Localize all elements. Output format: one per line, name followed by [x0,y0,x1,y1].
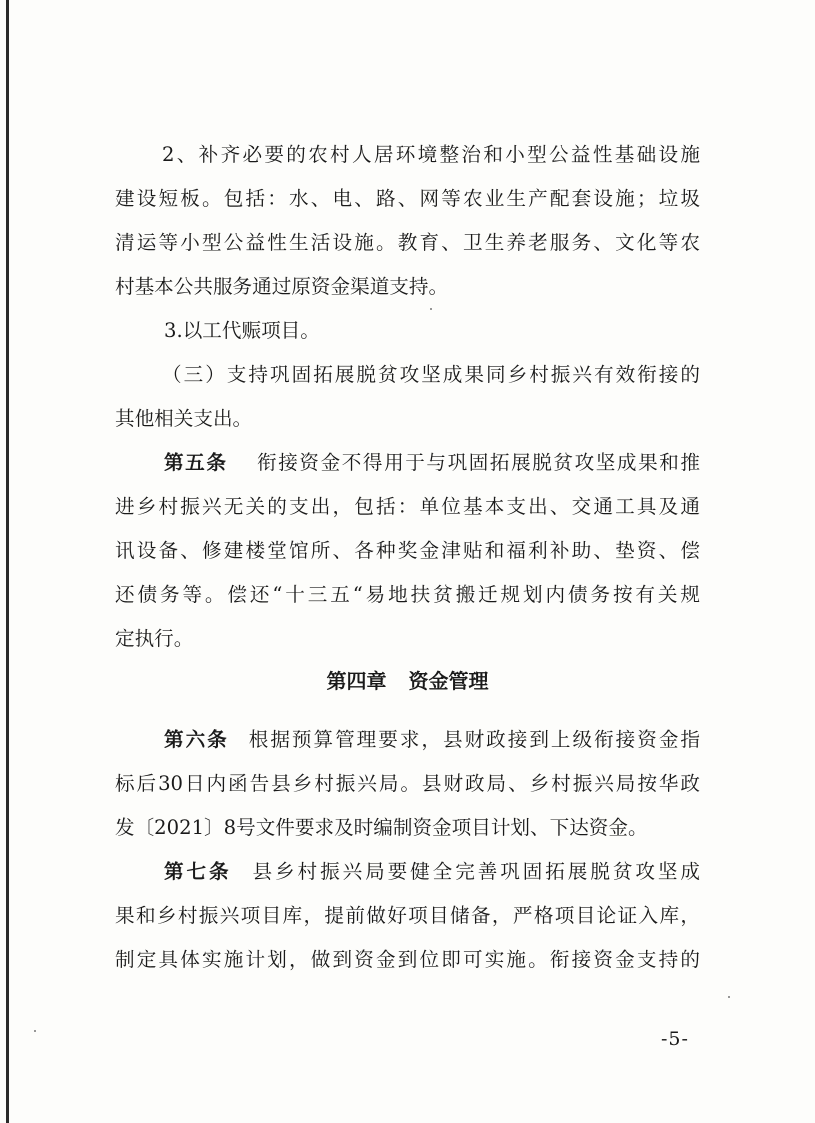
scan-speck [728,996,730,998]
text-line: 2、补齐必要的农村人居环境整治和小型公益性基础设施 [162,143,700,166]
text-line: 清运等小型公益性生活设施。教育、卫生养老服务、文化等农 [115,231,700,254]
chapter-title: 资金管理 [408,669,489,693]
page-number: -5- [661,1028,689,1050]
text-line: 制定具体实施计划，做到资金到位即可实施。衔接资金支持的 [115,948,700,971]
text-line: 进乡村振兴无关的支出，包括：单位基本支出、交通工具及通 [115,495,700,518]
text-line: 建设短板。包括：水、电、路、网等农业生产配套设施；垃圾 [115,187,700,210]
text-line: 3.以工代赈项目。 [164,319,320,342]
scan-speck [34,1030,36,1032]
text-line: 村基本公共服务通过原资金渠道支持。 [115,275,449,298]
scan-speck [430,308,432,310]
text-run: 衔接资金不得用于与巩固拓展脱贫攻坚成果和推 [255,451,700,474]
page-edge-line [6,0,9,1123]
article-label: 第七条 [164,860,232,883]
chapter-heading [115,667,700,695]
text-line: 果和乡村振兴项目库，提前做好项目储备，严格项目论证入库， [115,904,700,927]
text-line: 讯设备、修建楼堂馆所、各种奖金津贴和福利补助、垫资、偿 [115,539,700,562]
text-run: 根据预算管理要求，县财政接到上级衔接资金指 [246,728,700,751]
article-line [115,726,700,754]
article-label: 第六条 [164,728,229,751]
text-line: 发〔2021〕8号文件要求及时编制资金项目计划、下达资金。 [115,816,648,839]
text-line: 定执行。 [115,627,194,650]
text-line: 标后30日内函告县乡村振兴局。县财政局、乡村振兴局按华政 [115,772,700,795]
article-line [115,858,700,886]
chapter-number: 第四章 [326,669,387,693]
article-label: 第五条 [164,451,228,474]
text-run: 县乡村振兴局要健全完善巩固拓展脱贫攻坚成 [249,860,701,883]
text-line: （三）支持巩固拓展脱贫攻坚成果同乡村振兴有效衔接的 [162,363,700,386]
text-line: 其他相关支出。 [115,407,253,430]
article-line [115,449,700,477]
text-line: 还债务等。偿还“十三五“易地扶贫搬迁规划内债务按有关规 [115,583,700,606]
